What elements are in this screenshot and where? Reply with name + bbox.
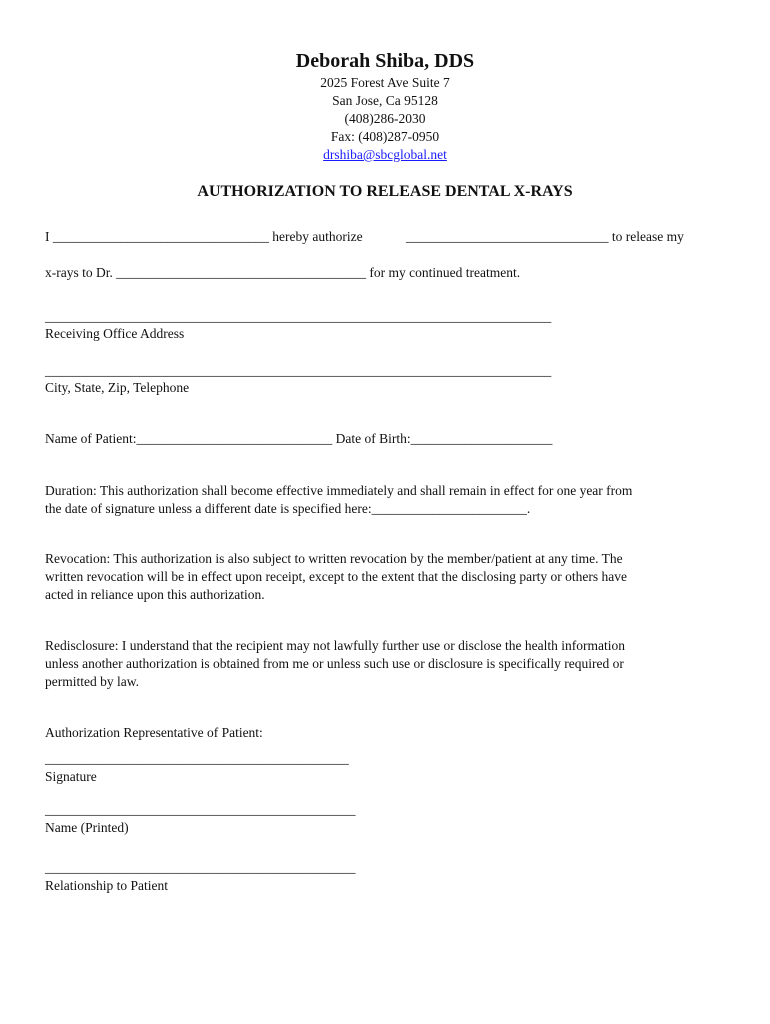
duration-line-1: Duration: This authorization shall become effective immediately and shall remain in effect for one year from: [45, 483, 633, 498]
address-line-2: San Jose, Ca 95128: [332, 93, 438, 108]
revocation-paragraph: [45, 550, 715, 604]
redisclosure-line-1: Redisclosure: I understand that the recipient may not lawfully further use or disclose the health information: [45, 638, 625, 653]
phone-number: (408)286-2030: [344, 111, 426, 126]
form-title: AUTHORIZATION TO RELEASE DENTAL X-RAYS: [197, 183, 573, 200]
patient-name-dob-line: Name of Patient:_____________________________ Date of Birth:_____________________: [45, 431, 553, 446]
revocation-line-2: written revocation will be in effect upon receipt, except to the extent that the disclosing party or others have: [45, 569, 627, 584]
letterhead: [0, 48, 770, 164]
revocation-line-3: acted in reliance upon this authorization.: [45, 587, 265, 602]
authorize-line-start: I ________________________________ hereby authorize: [45, 229, 363, 244]
redisclosure-line-3: permitted by law.: [45, 674, 139, 689]
signature-blank: _____________________________________________: [45, 751, 349, 766]
signature-label: Signature: [45, 769, 97, 784]
representative-label: Authorization Representative of Patient:: [45, 725, 263, 740]
authorize-line-end: ______________________________ to release my: [406, 229, 684, 244]
authorize-line-end-wrap: [406, 228, 684, 246]
city-state-label: City, State, Zip, Telephone: [45, 380, 190, 395]
name-printed-blank: ______________________________________________: [45, 802, 356, 817]
fax-number: Fax: (408)287-0950: [330, 129, 440, 144]
redisclosure-line-2: unless another authorization is obtained from me or unless such use or disclosure is specifically required or: [45, 656, 624, 671]
city-state-blank: ___________________________________________________________________________: [45, 363, 552, 378]
email-link[interactable]: drshiba@sbcglobal.net: [323, 147, 447, 162]
authorize-line: [45, 228, 363, 246]
revocation-line-1: Revocation: This authorization is also subject to written revocation by the member/patient at any time. The: [45, 551, 623, 566]
practice-name: Deborah Shiba, DDS: [295, 50, 475, 72]
redisclosure-paragraph: [45, 637, 715, 691]
receiving-address-label: Receiving Office Address: [45, 326, 185, 341]
relationship-blank: ______________________________________________: [45, 860, 356, 875]
xrays-doctor-line: x-rays to Dr. _____________________________________ for my continued treatment.: [45, 265, 521, 280]
address-line-1: 2025 Forest Ave Suite 7: [320, 75, 450, 90]
receiving-address-blank: ___________________________________________________________________________: [45, 309, 552, 324]
duration-line-2: the date of signature unless a different date is specified here:_______________________.: [45, 501, 531, 516]
duration-paragraph: [45, 482, 715, 518]
relationship-label: Relationship to Patient: [45, 878, 168, 893]
name-printed-label: Name (Printed): [45, 820, 129, 835]
